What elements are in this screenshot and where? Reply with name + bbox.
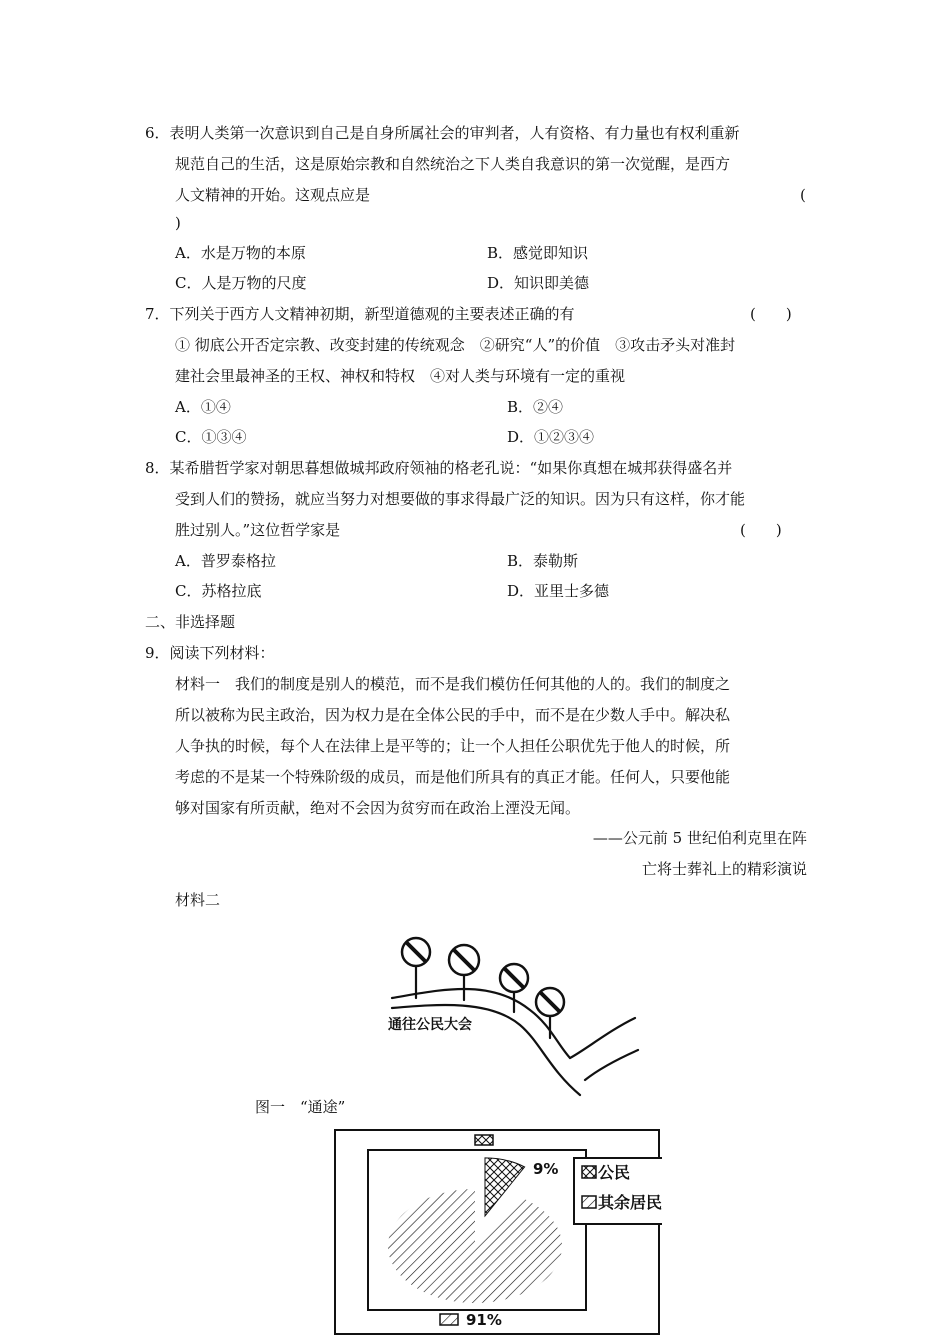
q9-material1-line2: 所以被称为民主政治，因为权力是在全体公民的手中，而不是在少数人手中。解决私 [175,706,731,724]
q7-option-c: C．①③④ [175,428,247,446]
q7-line2: ① 彻底公开否定宗教、改变封建的传统观念 ②研究“人”的价值 ③攻击矛头对准封 [175,336,736,354]
bottom-swatch-others [440,1314,458,1325]
q6-option-a: A．水是万物的本原 [175,244,306,262]
q8-option-a: A．普罗泰格拉 [175,552,276,570]
q8-line2: 受到人们的赞扬，就应当努力对想要做的事求得最广泛的知识。因为只有这样，你才能 [175,490,746,508]
q6-option-c: C．人是万物的尺度 [175,274,307,292]
q6-line2: 规范自己的生活，这是原始宗教和自然统治之下人类自我意识的第一次觉醒，是西方 [175,155,731,173]
q8-option-b: B．泰勒斯 [507,552,579,570]
q6-line3: 人文精神的开始。这观点应是 [175,186,371,204]
slice-label-others: 91% [466,1311,502,1329]
q6-option-b: B．感觉即知识 [487,244,589,262]
legend-swatch-others [582,1196,596,1208]
q8-answer-paren: ( ) [740,521,782,539]
q7-line1: 7．下列关于西方人文精神初期，新型道德观的主要表述正确的有 [145,305,575,323]
no-entry-sign-icon [402,938,564,1016]
chart-legend [574,1158,662,1224]
q7-line3: 建社会里最神圣的王权、神权和特权 ④对人类与环境有一定的重视 [175,367,626,385]
q6-line1: 6．表明人类第一次意识到自己是自身所属社会的审判者，人有资格、有力量也有权利重新 [145,124,740,142]
q9-line1: 9．阅读下列材料： [145,644,275,662]
q9-material1-line3: 人争执的时候，每个人在法律上是平等的；让一个人担任公职优先于他人的时候，所 [175,737,731,755]
figure1-road-illustration [380,930,650,1100]
q7-answer-paren: ( ) [750,305,792,323]
q7-option-d: D．①②③④ [507,428,595,446]
figure1-caption: 图一 “通途” [255,1098,346,1116]
slice-label-citizens: 9% [533,1160,559,1178]
q7-option-b: B．②④ [507,398,564,416]
q7-option-a: A．①④ [175,398,231,416]
q6-option-d: D．知识即美德 [487,274,590,292]
legend-label-citizens: 公民 [598,1163,631,1182]
legend-swatch-citizens [582,1166,596,1178]
q9-material1-line4: 考虑的不是某一个特殊阶级的成员，而是他们所具有的真正才能。任何人，只要他能 [175,768,731,786]
pie-slice-others [388,1189,562,1303]
population-pie-chart [330,1128,662,1338]
q6-answer-paren-open: ( [800,186,806,204]
q6-answer-paren-close: ) [175,214,181,232]
q9-material2-label: 材料二 [175,891,221,909]
q8-line3: 胜过别人。”这位哲学家是 [175,521,341,539]
q8-line1: 8．某希腊哲学家对朝思暮想做城邦政府领袖的格老孔说：“如果你真想在城邦获得盛名并 [145,459,733,477]
q9-material1-line1: 材料一 我们的制度是别人的模范，而不是我们模仿任何其他的人的。我们的制度之 [175,675,731,693]
q9-source-line1: ——公元前 5 世纪伯利克里在阵 [592,829,807,847]
legend-label-others: 其余居民 [598,1193,662,1212]
q8-option-c: C．苏格拉底 [175,582,262,600]
road-label: 通往公民大会 [388,1017,472,1033]
section-heading: 二、非选择题 [145,613,236,631]
q9-material1-line5: 够对国家有所贡献，绝对不会因为贫穷而在政治上湮没无闻。 [175,799,581,817]
q9-source-line2: 亡将士葬礼上的精彩演说 [641,860,807,878]
q8-option-d: D．亚里士多德 [507,582,610,600]
chart-top-marker-icon [475,1135,493,1145]
